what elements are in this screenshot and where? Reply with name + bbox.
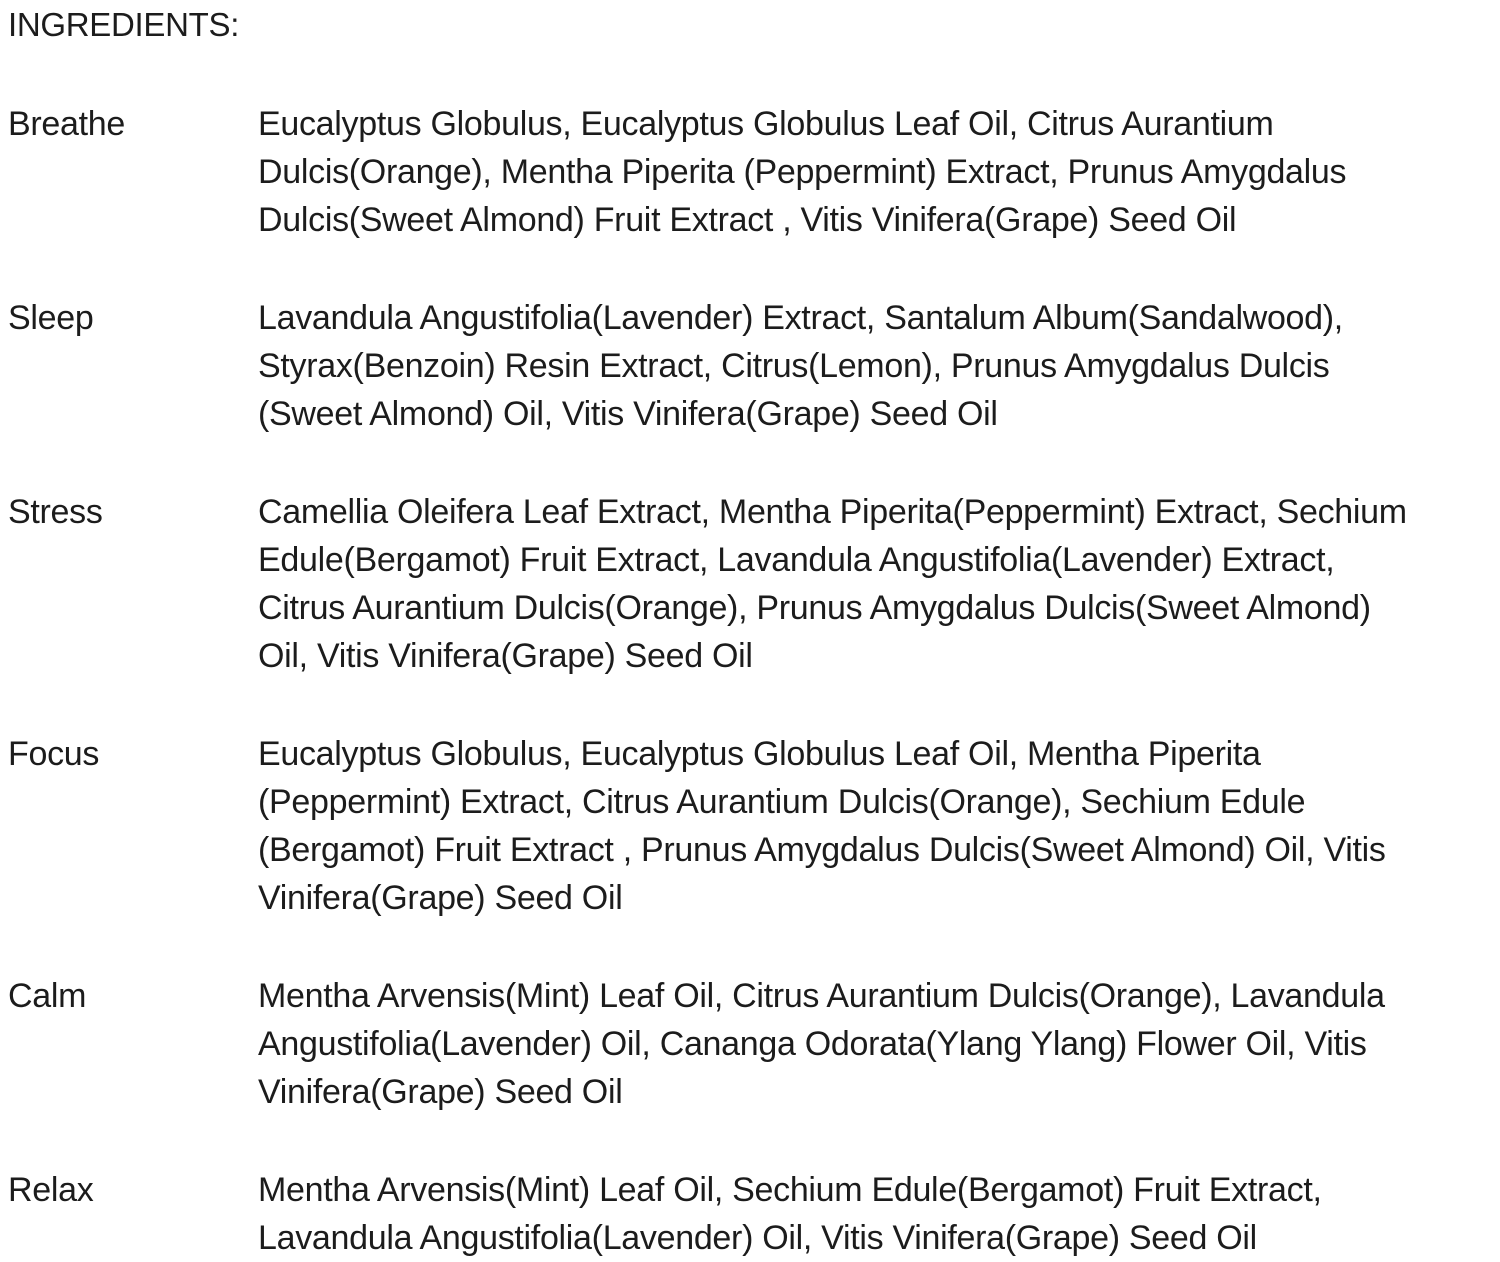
ingredient-row-breathe xyxy=(8,100,1440,244)
ingredient-list: Mentha Arvensis(Mint) Leaf Oil, Citrus Aurantium Dulcis(Orange), Lavandula Angustifolia(Lavender) Oil, Cananga Odorata(Ylang Ylang) Flower Oil, Vitis Vinifera(Grape) Seed Oil xyxy=(258,977,1385,1111)
ingredient-list: Camellia Oleifera Leaf Extract, Mentha Piperita(Peppermint) Extract, Sechium Edule(Bergamot) Fruit Extract, Lavandula Angustifolia(Lavender) Extract, Citrus Aurantium Dulcis(Orange), Prunus Amygdalus Dulcis(Sweet Almond) Oil, Vitis Vinifera(Grape) Seed Oil xyxy=(258,493,1407,675)
product-name: Calm xyxy=(8,977,87,1015)
page-title: INGREDIENTS: xyxy=(8,6,240,43)
ingredient-list: Eucalyptus Globulus, Eucalyptus Globulus Leaf Oil, Citrus Aurantium Dulcis(Orange), Mentha Piperita (Peppermint) Extract, Prunus Amygdalus Dulcis(Sweet Almond) Fruit Extract , Vitis Vinifera(Grape) Seed Oil xyxy=(258,105,1347,239)
ingredient-row-focus xyxy=(8,730,1440,922)
product-name: Stress xyxy=(8,493,103,531)
ingredient-list: Eucalyptus Globulus, Eucalyptus Globulus Leaf Oil, Mentha Piperita (Peppermint) Extract, Citrus Aurantium Dulcis(Orange), Sechium Edule (Bergamot) Fruit Extract , Prunus Amygdalus Dulcis(Sweet Almond) Oil, Vitis Vinifera(Grape) Seed Oil xyxy=(258,735,1386,917)
product-name: Breathe xyxy=(8,105,125,143)
product-name: Sleep xyxy=(8,299,94,337)
product-name: Focus xyxy=(8,735,100,773)
ingredient-list: Lavandula Angustifolia(Lavender) Extract, Santalum Album(Sandalwood), Styrax(Benzoin) Resin Extract, Citrus(Lemon), Prunus Amygdalus Dulcis (Sweet Almond) Oil, Vitis Vinifera(Grape) Seed Oil xyxy=(258,299,1343,433)
product-name: Relax xyxy=(8,1171,94,1209)
ingredient-row-calm xyxy=(8,972,1440,1116)
ingredient-row-stress xyxy=(8,488,1440,680)
ingredient-row-sleep xyxy=(8,294,1440,438)
ingredient-list: Mentha Arvensis(Mint) Leaf Oil, Sechium Edule(Bergamot) Fruit Extract, Lavandula Angustifolia(Lavender) Oil, Vitis Vinifera(Grape) Seed Oil xyxy=(258,1171,1322,1257)
ingredient-row-relax xyxy=(8,1166,1440,1262)
